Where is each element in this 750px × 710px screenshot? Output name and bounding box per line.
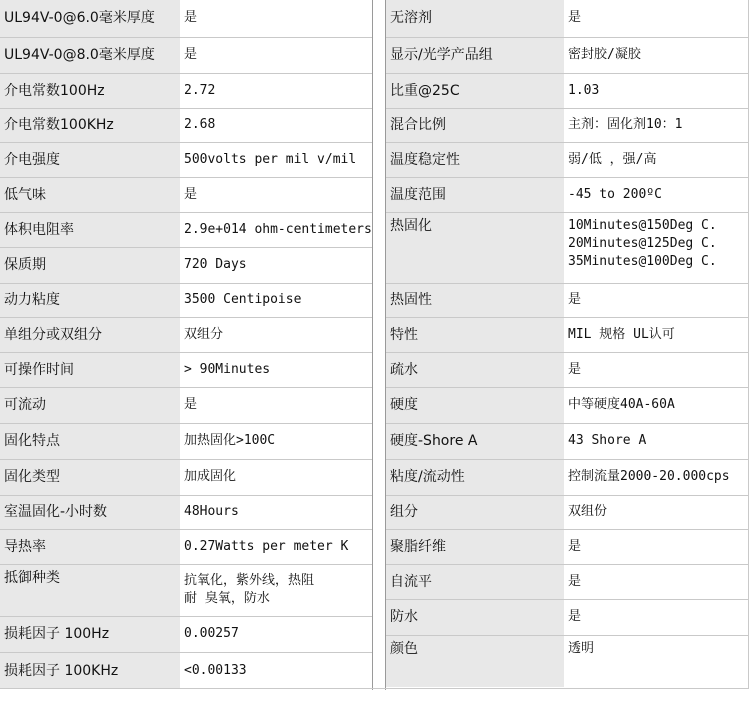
property-value xyxy=(564,212,748,283)
table-row xyxy=(0,142,372,177)
property-label: 比重@25C xyxy=(386,73,564,108)
table-row xyxy=(386,635,748,687)
property-label: 介电强度 xyxy=(0,142,180,177)
table-row xyxy=(0,387,372,423)
property-label: 无溶剂 xyxy=(386,0,564,37)
property-value-line: 20Minutes@125Deg C. xyxy=(568,235,717,251)
table-row xyxy=(386,387,748,423)
property-label: 防水 xyxy=(386,599,564,635)
property-value: 透明 xyxy=(564,635,748,687)
table-row xyxy=(0,247,372,283)
property-value: 是 xyxy=(564,352,748,387)
property-label: 温度稳定性 xyxy=(386,142,564,177)
property-label: 固化类型 xyxy=(0,459,180,495)
table-row xyxy=(386,37,748,73)
property-label: 聚脂纤维 xyxy=(386,529,564,564)
column-divider xyxy=(372,0,373,690)
property-value: 双组分 xyxy=(180,317,372,352)
property-label: 损耗因子 100KHz xyxy=(0,652,180,689)
table-row xyxy=(386,177,748,212)
property-value: 密封胶/凝胶 xyxy=(564,37,748,73)
property-value: 720 Days xyxy=(180,247,372,283)
table-row xyxy=(0,652,372,689)
property-label: 动力粘度 xyxy=(0,283,180,317)
property-label: 导热率 xyxy=(0,529,180,564)
property-value: 加成固化 xyxy=(180,459,372,495)
table-row xyxy=(386,599,748,635)
property-value: 加热固化>100C xyxy=(180,423,372,459)
property-label: 显示/光学产品组 xyxy=(386,37,564,73)
property-value: 是 xyxy=(564,283,748,317)
property-value: 3500 Centipoise xyxy=(180,283,372,317)
table-row xyxy=(0,0,372,37)
property-value: 主剂：固化剂10：1 xyxy=(564,108,748,142)
table-row xyxy=(386,423,748,459)
property-label: 硬度 xyxy=(386,387,564,423)
table-row xyxy=(386,283,748,317)
property-label: 固化特点 xyxy=(0,423,180,459)
property-value: 2.72 xyxy=(180,73,372,108)
table-row xyxy=(0,317,372,352)
property-label: 硬度-Shore A xyxy=(386,423,564,459)
property-value: MIL 规格 UL认可 xyxy=(564,317,748,352)
property-label: UL94V-0@6.0毫米厚度 xyxy=(0,0,180,37)
table-row xyxy=(0,352,372,387)
property-label: UL94V-0@8.0毫米厚度 xyxy=(0,37,180,73)
table-row xyxy=(0,495,372,529)
property-value: 是 xyxy=(180,177,372,212)
table-row xyxy=(386,73,748,108)
table-row xyxy=(0,73,372,108)
property-label: 低气味 xyxy=(0,177,180,212)
table-row xyxy=(386,564,748,599)
property-value: 是 xyxy=(564,0,748,37)
property-value: -45 to 200ºC xyxy=(564,177,748,212)
property-label: 特性 xyxy=(386,317,564,352)
property-label: 可操作时间 xyxy=(0,352,180,387)
spec-table-right xyxy=(386,0,748,687)
property-value: 1.03 xyxy=(564,73,748,108)
property-value: 0.00257 xyxy=(180,616,372,652)
property-value: 43 Shore A xyxy=(564,423,748,459)
property-value: > 90Minutes xyxy=(180,352,372,387)
property-value: 是 xyxy=(180,0,372,37)
table-row xyxy=(0,212,372,247)
property-label: 温度范围 xyxy=(386,177,564,212)
property-value: 是 xyxy=(564,599,748,635)
property-value: <0.00133 xyxy=(180,652,372,689)
table-row xyxy=(0,459,372,495)
table-row xyxy=(386,108,748,142)
table-row xyxy=(386,317,748,352)
property-label: 介电常数100KHz xyxy=(0,108,180,142)
property-label: 混合比例 xyxy=(386,108,564,142)
property-label: 介电常数100Hz xyxy=(0,73,180,108)
table-row xyxy=(386,142,748,177)
spec-table-left xyxy=(0,0,372,689)
property-value: 是 xyxy=(180,387,372,423)
property-label: 组分 xyxy=(386,495,564,529)
table-row xyxy=(0,423,372,459)
property-label: 损耗因子 100Hz xyxy=(0,616,180,652)
table-row xyxy=(386,352,748,387)
property-value: 2.68 xyxy=(180,108,372,142)
property-label: 可流动 xyxy=(0,387,180,423)
table-row xyxy=(386,459,748,495)
property-value-line: 耐 臭氧，防水 xyxy=(184,591,270,606)
property-value-line: 35Minutes@100Deg C. xyxy=(568,253,717,269)
table-row xyxy=(0,37,372,73)
property-value: 0.27Watts per meter K xyxy=(180,529,372,564)
property-label: 体积电阻率 xyxy=(0,212,180,247)
property-value: 2.9e+014 ohm-centimeters xyxy=(180,212,372,247)
table-row xyxy=(386,212,748,283)
property-value-line: 抗氧化，紫外线，热阻 xyxy=(184,573,315,588)
table-row xyxy=(386,495,748,529)
property-label: 室温固化-小时数 xyxy=(0,495,180,529)
property-value: 控制流量2000-20.000cps xyxy=(564,459,748,495)
property-value: 500volts per mil v/mil xyxy=(180,142,372,177)
property-value: 48Hours xyxy=(180,495,372,529)
property-label: 疏水 xyxy=(386,352,564,387)
table-row xyxy=(0,529,372,564)
property-label: 热固化 xyxy=(386,212,564,283)
table-row xyxy=(0,283,372,317)
table-row xyxy=(0,108,372,142)
property-value: 是 xyxy=(180,37,372,73)
property-label: 保质期 xyxy=(0,247,180,283)
table-row xyxy=(0,177,372,212)
property-label: 热固性 xyxy=(386,283,564,317)
property-value: 弱/低 ，强/高 xyxy=(564,142,748,177)
table-row xyxy=(386,529,748,564)
property-label: 自流平 xyxy=(386,564,564,599)
property-value-line: 10Minutes@150Deg C. xyxy=(568,217,717,233)
property-value: 是 xyxy=(564,529,748,564)
property-label: 粘度/流动性 xyxy=(386,459,564,495)
table-row xyxy=(0,616,372,652)
property-value: 是 xyxy=(564,564,748,599)
property-value: 中等硬度40A-60A xyxy=(564,387,748,423)
property-value: 双组份 xyxy=(564,495,748,529)
property-label: 抵御种类 xyxy=(0,564,180,616)
property-value xyxy=(180,564,372,616)
table-row xyxy=(0,564,372,616)
property-label: 颜色 xyxy=(386,635,564,687)
property-label: 单组分或双组分 xyxy=(0,317,180,352)
table-row xyxy=(386,0,748,37)
